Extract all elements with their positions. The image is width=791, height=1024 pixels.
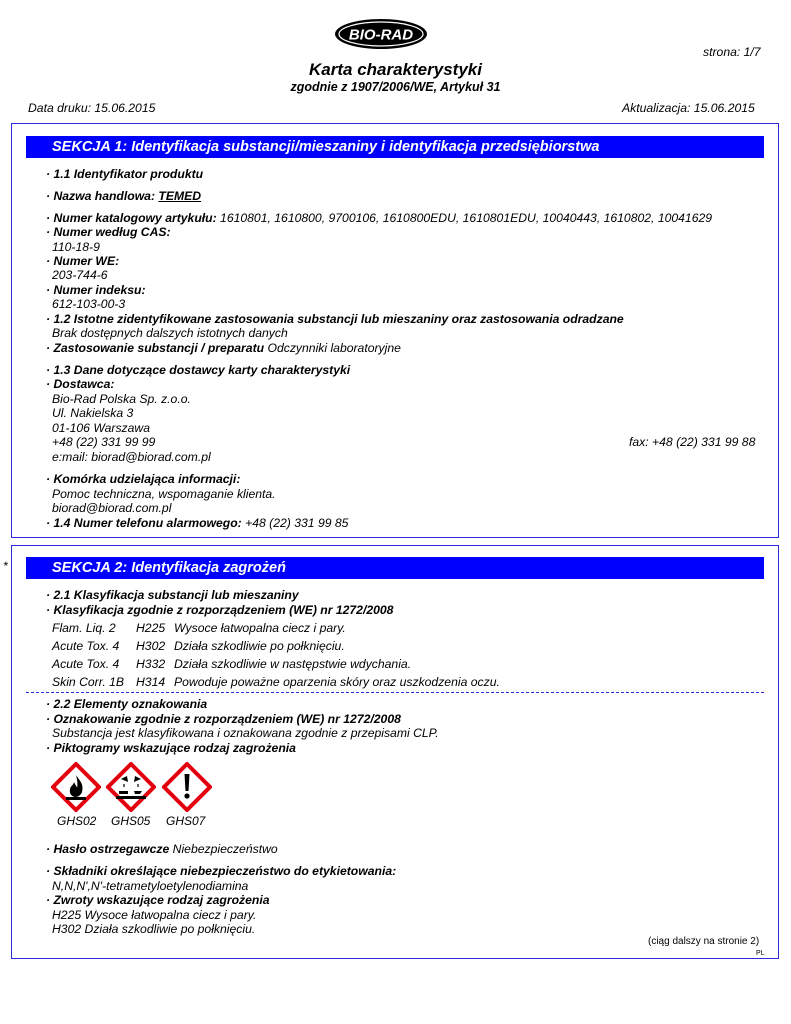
document-subtitle: zgodnie z 1907/2006/WE, Artykuł 31: [290, 80, 501, 94]
we-label: · Numer WE:: [46, 254, 120, 268]
class-code: H332: [136, 657, 166, 671]
class-code: H302: [136, 639, 166, 653]
supplier-city: 01-106 Warszawa: [52, 421, 150, 435]
label-reg-value: Substancja jest klasyfikowana i oznakowana zgodnie z przepisami CLP.: [52, 726, 439, 740]
emergency-phone: · 1.4 Numer telefonu alarmowego: +48 (22) 331 99 85: [46, 516, 349, 530]
info-dept-value: Pomoc techniczna, wspomaganie klienta.: [52, 487, 276, 501]
components-label: · Składniki określające niebezpieczeństwo do etykietowania:: [46, 864, 397, 878]
class-row: Flam. Liq. 2: [52, 621, 116, 635]
relevant-uses-heading: · 1.2 Istotne zidentyfikowane zastosowania substancji lub mieszaniny oraz zastosowania odradzane: [46, 312, 624, 326]
label-elements-heading: · 2.2 Elementy oznakowania: [46, 697, 208, 711]
index-label: · Numer indeksu:: [46, 283, 146, 297]
pictogram-label: GHS02: [57, 814, 97, 828]
pictogram-label: GHS05: [111, 814, 151, 828]
cas-value: 110-18-9: [52, 240, 100, 254]
class-text: Wysoce łatwopalna ciecz i pary.: [174, 621, 346, 635]
supplier-fax: fax: +48 (22) 331 99 88: [629, 435, 756, 449]
bio-rad-logo: [334, 18, 428, 50]
section-1-heading: SEKCJA 1: Identyfikacja substancji/mieszaniny i identyfikacja przedsiębiorstwa: [26, 136, 764, 158]
class-text: Działa szkodliwie po połknięciu.: [174, 639, 345, 653]
class-text: Działa szkodliwie w następstwie wdychania.: [174, 657, 412, 671]
supplier-name: Bio-Rad Polska Sp. z.o.o.: [52, 392, 191, 406]
class-code: H225: [136, 621, 166, 635]
supplier-email[interactable]: e:mail: biorad@biorad.com.pl: [52, 450, 211, 464]
we-value: 203-744-6: [52, 268, 108, 282]
supplier-street: Ul. Nakielska 3: [52, 406, 134, 420]
flame-icon: [51, 762, 101, 812]
supplier-label: · Dostawca:: [46, 377, 115, 391]
info-dept-label: · Komórka udzielająca informacji:: [46, 472, 241, 486]
class-row: Acute Tox. 4: [52, 639, 120, 653]
hazard-statement: H225 Wysoce łatwopalna ciecz i pary.: [52, 908, 257, 922]
update-date: Aktualizacja: 15.06.2015: [622, 101, 755, 115]
document-title: Karta charakterystyki: [309, 60, 482, 79]
relevant-uses-value: Brak dostępnych dalszych istotnych danych: [52, 326, 288, 340]
classification-reg-label: · Klasyfikacja zgodnie z rozporządzeniem (WE) nr 1272/2008: [46, 603, 394, 617]
revision-marker: *: [3, 559, 8, 573]
supplier-phone: +48 (22) 331 99 99: [52, 435, 156, 449]
signal-word: · Hasło ostrzegawcze Niebezpieczeństwo: [46, 842, 278, 856]
product-identifier-heading: · 1.1 Identyfikator produktu: [46, 167, 204, 181]
substance-use: · Zastosowanie substancji / preparatu Odczynniki laboratoryjne: [46, 341, 401, 355]
pictograms-label: · Piktogramy wskazujące rodzaj zagrożenia: [46, 741, 296, 755]
label-reg-label: · Oznakowanie zgodnie z rozporządzeniem (WE) nr 1272/2008: [46, 712, 401, 726]
index-value: 612-103-00-3: [52, 297, 126, 311]
class-code: H314: [136, 675, 166, 689]
page-number: strona: 1/7: [703, 45, 761, 59]
hazard-statement: H302 Działa szkodliwie po połknięciu.: [52, 922, 256, 936]
class-row: Acute Tox. 4: [52, 657, 120, 671]
section-2-heading: SEKCJA 2: Identyfikacja zagrożeń: [26, 557, 764, 579]
corrosion-icon: [106, 762, 156, 812]
components-value: N,N,N',N'-tetrametyloetylenodiamina: [52, 879, 249, 893]
pictogram-label: GHS07: [166, 814, 206, 828]
class-row: Skin Corr. 1B: [52, 675, 125, 689]
print-date: Data druku: 15.06.2015: [28, 101, 156, 115]
continued-note: (ciąg dalszy na stronie 2): [648, 936, 760, 947]
supplier-details-heading: · 1.3 Dane dotyczące dostawcy karty charakterystyki: [46, 363, 351, 377]
hazard-statements-label: · Zwroty wskazujące rodzaj zagrożenia: [46, 893, 270, 907]
dashed-divider: [26, 692, 764, 693]
language-code: PL: [756, 950, 765, 957]
cas-label: · Numer według CAS:: [46, 225, 171, 239]
trade-name: · Nazwa handlowa: TEMED: [46, 189, 202, 203]
classification-heading: · 2.1 Klasyfikacja substancji lub mieszaniny: [46, 588, 299, 602]
class-text: Powoduje poważne oparzenia skóry oraz uszkodzenia oczu.: [174, 675, 500, 689]
exclamation-icon: [162, 762, 212, 812]
svg-text:BIO-RAD: BIO-RAD: [348, 26, 414, 44]
info-dept-email[interactable]: biorad@biorad.com.pl: [52, 501, 172, 515]
catalog-number: · Numer katalogowy artykułu: 1610801, 1610800, 9700106, 1610800EDU, 1610801EDU, 10040443, 1610802, 10041629: [46, 211, 713, 225]
